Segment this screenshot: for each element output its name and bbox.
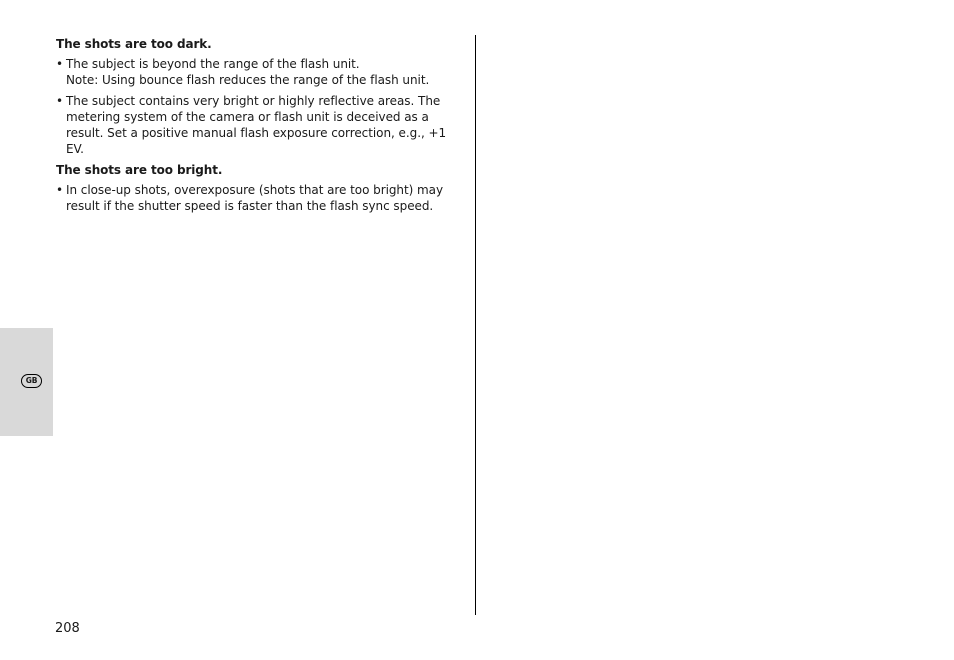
page-number: 208 — [55, 621, 80, 636]
bullet-marker: • — [56, 182, 64, 197]
column-divider — [475, 35, 476, 615]
list-item-text: In close-up shots, overexposure (shots that are too bright) may result if the shutter speed is faster than the flash sync speed. — [66, 182, 444, 214]
section-heading-too-bright: The shots are too bright. — [56, 162, 223, 177]
list-item — [56, 93, 456, 158]
left-column — [56, 36, 456, 218]
list-item-text: The subject contains very bright or highly reflective areas. The metering system of the camera or flash unit is deceived as a result. Set a positive manual flash exposure correction, e.g., +1 EV. — [66, 93, 447, 157]
section-heading-too-dark: The shots are too dark. — [56, 37, 212, 51]
language-badge: GB — [21, 374, 42, 388]
list-item-text: The subject is beyond the range of the flash unit. — [66, 57, 360, 71]
list-item — [56, 56, 456, 89]
bullet-marker: • — [56, 93, 64, 108]
bullet-marker: • — [56, 57, 64, 71]
list-item — [56, 182, 456, 215]
list-item-note: Note: Using bounce flash reduces the range of the flash unit. — [66, 73, 430, 88]
